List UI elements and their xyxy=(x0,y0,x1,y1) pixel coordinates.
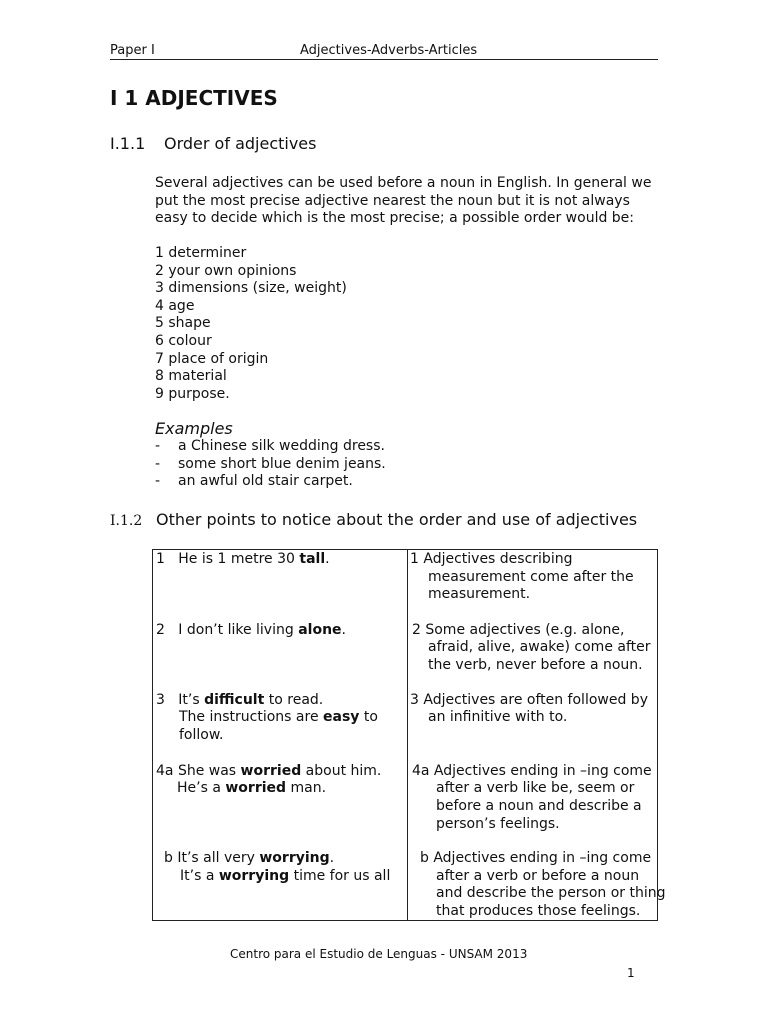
chapter-title: I 1 ADJECTIVES xyxy=(110,86,278,110)
table-row-5-rule-line: after a verb or before a noun xyxy=(436,868,640,884)
list-item: 5 shape xyxy=(155,315,211,332)
table-row-5-rule-line: and describe the person or thing xyxy=(436,885,666,901)
table-row-2-rule-line: afraid, alive, awake) come after xyxy=(428,639,651,655)
table-row-2-rule-line: the verb, never before a noun. xyxy=(428,657,643,673)
section-number: I.1.2 xyxy=(110,513,143,529)
table-row-4-rule: 4a Adjectives ending in –ing come xyxy=(412,763,652,779)
table-row-3-rule-line: an infinitive with to. xyxy=(428,709,568,725)
examples-heading: Examples xyxy=(155,419,233,438)
table-row-4-example: 4a She was worried about him. xyxy=(156,763,382,779)
table-row-1-rule-line: measurement. xyxy=(428,586,531,602)
list-item: 3 dimensions (size, weight) xyxy=(155,280,347,297)
page-number: 1 xyxy=(627,966,635,980)
table-row-4-example-line2: He’s a worried man. xyxy=(177,780,327,796)
table-row-5-rule: b Adjectives ending in –ing come xyxy=(420,850,652,866)
example-text: some short blue denim jeans. xyxy=(178,455,386,472)
table-row-2-example: 2 I don’t like living alone. xyxy=(156,622,346,638)
list-item: 6 colour xyxy=(155,332,212,349)
table-row-4-rule-line: before a noun and describe a xyxy=(436,798,642,814)
rules-table xyxy=(152,549,666,921)
intro-paragraph: Several adjectives can be used before a noun in English. In general we put the most precise adjective nearest the noun but it is not always easy to decide which is the most precise; a possible order would be: xyxy=(155,175,652,226)
example-text: a Chinese silk wedding dress. xyxy=(178,438,385,454)
example-item xyxy=(155,456,386,474)
list-item: 1 determiner xyxy=(155,245,247,261)
rules-column xyxy=(408,550,666,921)
order-list xyxy=(155,245,347,403)
list-item: 8 material xyxy=(155,368,227,385)
table-row-5-rule-line: that produces those feelings. xyxy=(436,903,641,919)
list-item: 4 age xyxy=(155,297,195,314)
example-text: an awful old stair carpet. xyxy=(178,473,353,490)
running-header xyxy=(110,43,658,60)
example-dash: - xyxy=(155,438,161,454)
examples-list xyxy=(155,438,386,491)
section-title: Order of adjectives xyxy=(164,134,317,153)
list-item: 9 purpose. xyxy=(155,385,230,402)
example-item xyxy=(155,438,386,456)
list-item: 7 place of origin xyxy=(155,350,269,367)
section-heading-other-points xyxy=(110,510,637,529)
table-row-3-example: 3 It’s difficult to read. xyxy=(156,692,324,708)
table-row-5-example-line2: It’s a worrying time for us all xyxy=(180,868,391,884)
examples-column xyxy=(153,550,408,921)
list-item: 2 your own opinions xyxy=(155,262,297,279)
table-row-3-example-line2: The instructions are easy to xyxy=(179,709,378,725)
section-heading-order xyxy=(110,134,316,153)
example-dash: - xyxy=(155,473,161,490)
table-row-1-rule: 1 Adjectives describing xyxy=(410,551,573,567)
table-row-3-example-line3: follow. xyxy=(179,727,224,743)
table-row-4-rule-line: person’s feelings. xyxy=(436,816,560,832)
table-row-4-rule-line: after a verb like be, seem or xyxy=(436,780,635,796)
footer-text: Centro para el Estudio de Lenguas - UNSAM 2013 xyxy=(230,947,528,961)
example-item xyxy=(155,473,386,491)
header-topic: Adjectives-Adverbs-Articles xyxy=(300,43,478,58)
section-title: Other points to notice about the order and use of adjectives xyxy=(156,510,638,529)
table-row-5-example: b It’s all very worrying. xyxy=(164,850,335,866)
table-row-1-rule-line: measurement come after the xyxy=(428,569,634,585)
section-number: I.1.1 xyxy=(110,134,146,153)
example-dash: - xyxy=(155,455,161,472)
table-row-1-example: 1 He is 1 metre 30 tall. xyxy=(156,551,330,567)
table-row-2-rule: 2 Some adjectives (e.g. alone, xyxy=(412,622,625,638)
header-paper: Paper I xyxy=(110,43,155,58)
table-row-3-rule: 3 Adjectives are often followed by xyxy=(410,692,648,708)
